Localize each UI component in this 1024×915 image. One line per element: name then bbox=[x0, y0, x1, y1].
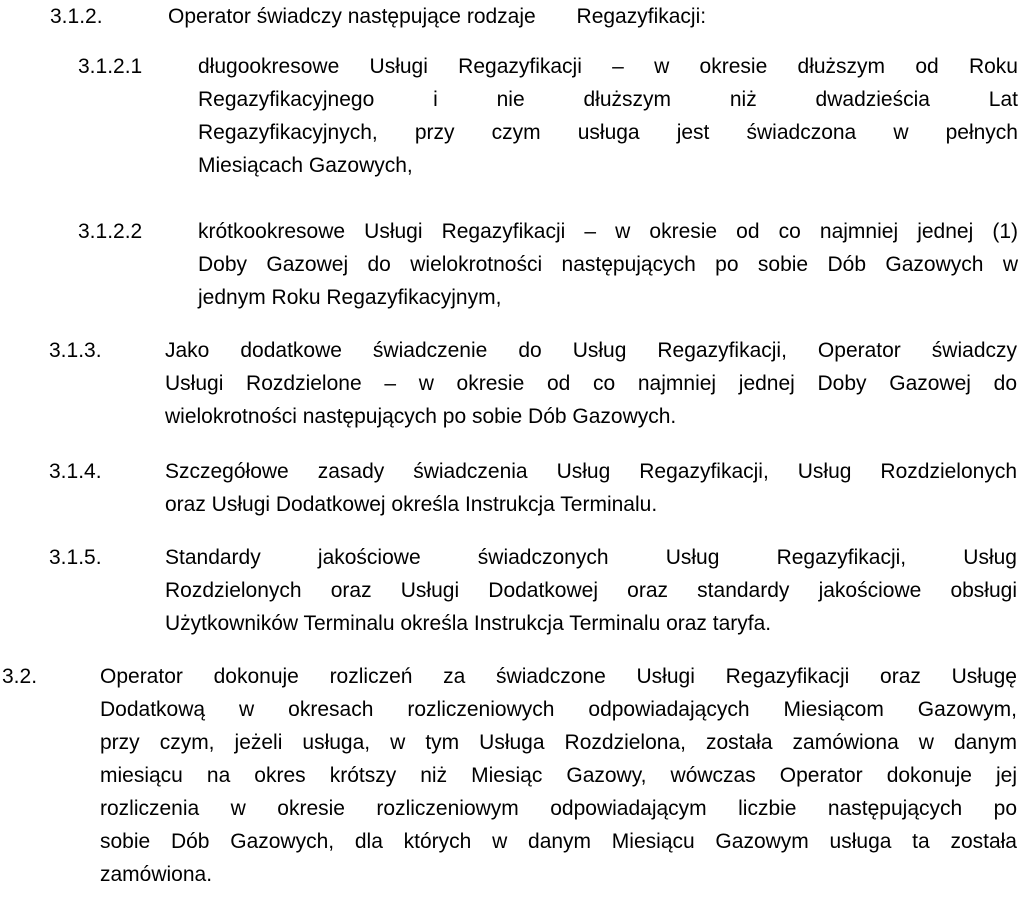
text-line: jednym Roku Regazyfikacyjnym, bbox=[198, 286, 502, 309]
text-line: Miesiącach Gazowych, bbox=[198, 154, 413, 177]
section-text bbox=[165, 334, 1017, 433]
text-line: Doby Gazowej do wielokrotności następujących po sobie Dób Gazowych w bbox=[198, 253, 1018, 276]
section-number: 3.1.3. bbox=[49, 339, 102, 362]
text-line: Jako dodatkowe świadczenie do Usług Regazyfikacji, Operator świadczy bbox=[165, 339, 1017, 362]
section-number: 3.1.2.1 bbox=[78, 55, 143, 78]
text-line: Regazyfikacyjnych, przy czym usługa jest świadczona w pełnych bbox=[198, 121, 1018, 144]
text-line: Rozdzielonych oraz Usługi Dodatkowej oraz standardy jakościowe obsługi bbox=[165, 579, 1017, 602]
text-line: przy czym, jeżeli usługa, w tym Usługa Rozdzielona, została zamówiona w danym bbox=[100, 731, 1017, 754]
section-number: 3.1.2.2 bbox=[78, 220, 143, 243]
text-line: Standardy jakościowe świadczonych Usług Regazyfikacji, Usług bbox=[165, 546, 1017, 569]
section-number: 3.1.2. bbox=[50, 5, 103, 28]
section-text bbox=[198, 215, 1018, 314]
text-line: Operator świadczy następujące rodzaje Regazyfikacji: bbox=[168, 5, 707, 28]
text-line: wielokrotności następujących po sobie Dób Gazowych. bbox=[165, 405, 677, 428]
section-3-1-2 bbox=[50, 0, 1010, 33]
section-3-1-5 bbox=[49, 541, 1017, 640]
text-line: Usługi Rozdzielone – w okresie od co najmniej jednej Doby Gazowej do bbox=[165, 372, 1017, 395]
section-3-1-3 bbox=[49, 334, 1017, 433]
text-line: Szczegółowe zasady świadczenia Usług Regazyfikacji, Usług Rozdzielonych bbox=[165, 460, 1017, 483]
text-line: Dodatkową w okresach rozliczeniowych odpowiadających Miesiącom Gazowym, bbox=[100, 698, 1017, 721]
section-text bbox=[198, 50, 1018, 182]
text-line: zamówiona. bbox=[100, 863, 213, 886]
text-line: Użytkowników Terminalu określa Instrukcja Terminalu oraz taryfa. bbox=[165, 612, 772, 635]
text-line: sobie Dób Gazowych, dla których w danym Miesiącu Gazowym usługa ta została bbox=[100, 830, 1017, 853]
section-text bbox=[165, 541, 1017, 640]
section-number: 3.1.5. bbox=[49, 546, 102, 569]
text-line: miesiącu na okres krótszy niż Miesiąc Gazowy, wówczas Operator dokonuje jej bbox=[100, 764, 1017, 787]
section-3-1-2-2 bbox=[78, 215, 1018, 314]
section-3-1-2-1 bbox=[78, 50, 1018, 182]
text-line: rozliczenia w okresie rozliczeniowym odpowiadającym liczbie następujących po bbox=[100, 797, 1017, 820]
text-line: długookresowe Usługi Regazyfikacji – w okresie dłuższym od Roku bbox=[198, 55, 1018, 78]
section-number: 3.2. bbox=[2, 665, 38, 688]
section-text bbox=[165, 455, 1017, 521]
text-line: krótkookresowe Usługi Regazyfikacji – w okresie od co najmniej jednej (1) bbox=[198, 220, 1018, 243]
section-text bbox=[100, 660, 1017, 891]
text-line: Regazyfikacyjnego i nie dłuższym niż dwadzieścia Lat bbox=[198, 88, 1018, 111]
text-line: Operator dokonuje rozliczeń za świadczone Usługi Regazyfikacji oraz Usługę bbox=[100, 665, 1017, 688]
section-3-1-4 bbox=[49, 455, 1017, 521]
section-number: 3.1.4. bbox=[49, 460, 102, 483]
section-3-2 bbox=[2, 660, 1017, 891]
text-line: oraz Usługi Dodatkowej określa Instrukcja Terminalu. bbox=[165, 493, 658, 516]
section-text bbox=[168, 0, 1010, 33]
